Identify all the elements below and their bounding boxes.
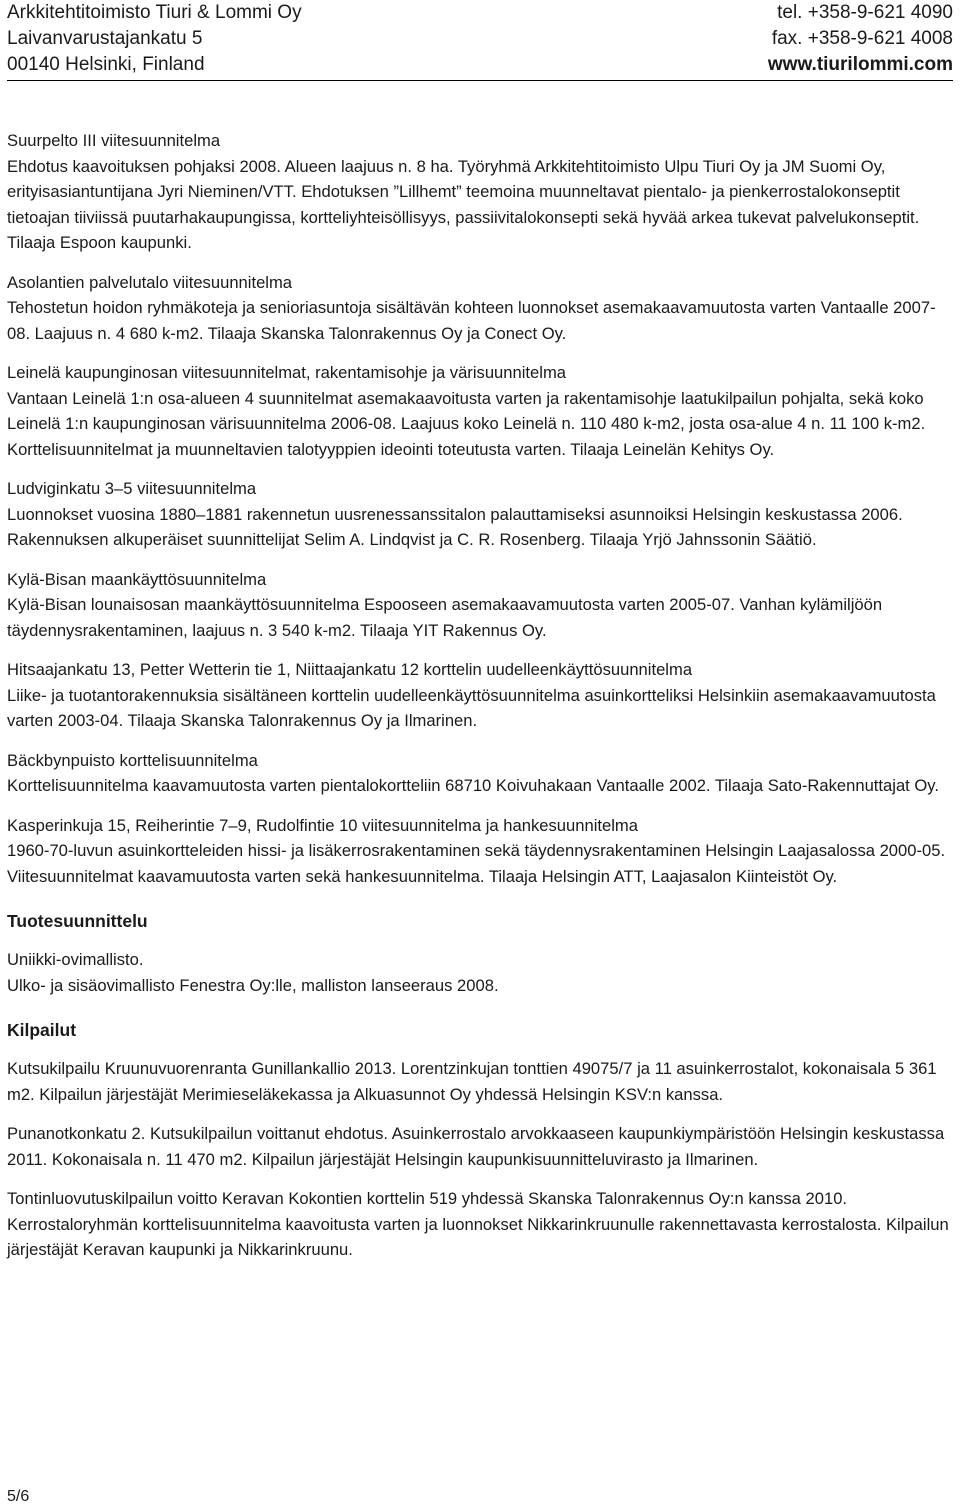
project-entry bbox=[7, 748, 953, 799]
city-address: 00140 Helsinki, Finland bbox=[7, 54, 205, 75]
project-entry bbox=[7, 270, 953, 347]
website: www.tiurilommi.com bbox=[767, 54, 953, 75]
fax: fax. +358-9-621 4008 bbox=[771, 28, 953, 49]
project-title: Kasperinkuja 15, Reiherintie 7–9, Rudolfintie 10 viitesuunnitelma ja hankesuunnitelma bbox=[7, 815, 638, 835]
project-description: Kylä-Bisan lounaisosan maankäyttösuunnitelma Espooseen asemakaavamuutosta varten 2005-07. Vanhan kylämiljöön täydennysrakentaminen, laajuus n. 3 540 k-m2. Tilaaja YIT Rakennus Oy. bbox=[7, 595, 883, 640]
project-entry bbox=[7, 567, 953, 644]
product-design-entry bbox=[7, 947, 953, 998]
section-heading-kilpailut: Kilpailut bbox=[7, 1020, 77, 1040]
project-description: Vantaan Leinelä 1:n osa-alueen 4 suunnitelmat asemakaavoitusta varten ja rakentamisohje laatukilpailun pohjalta, sekä koko Leinelä 1:n kaupunginosan värisuunnitelma 2006-08. Laajuus koko Leinelä n. 110 480 k-m2, josta osa-alue 4 n. 11 100 k-m2. Korttelisuunnitelmat ja muunneltavien talotyyppien ideointi toteutusta varten. Tilaaja Leinelän Kehitys Oy. bbox=[7, 388, 926, 459]
project-description: 1960-70-luvun asuinkortteleiden hissi- ja lisäkerrosrakentaminen sekä täydennysrakentaminen Helsingin Laajasalossa 2000-05. Viitesuunnitelmat kaavamuutosta varten sekä hankesuunnitelma. Tilaaja Helsingin ATT, Laajasalon Kiinteistöt Oy. bbox=[7, 841, 946, 886]
project-entry bbox=[7, 476, 953, 553]
contact-block bbox=[768, 0, 953, 78]
header-divider bbox=[7, 80, 953, 81]
document-body bbox=[7, 128, 953, 1277]
project-description: Ehdotus kaavoituksen pohjaksi 2008. Alueen laajuus n. 8 ha. Työryhmä Arkkitehtitoimisto Ulpu Tiuri Oy ja JM Suomi Oy, erityisasiantuntijana Jyri Nieminen/VTT. Ehdotuksen ”Lillhemt” teemoina muunneltavat pientalo- ja pienkerrostalokonseptit tietoajan tiiviissä puutarhakaupungissa, kortteliyhteisöllisyys, passiivitalokonsepti sekä hyvää arkea tukevat palvelukonseptit. Tilaaja Espoon kaupunki. bbox=[7, 156, 920, 252]
street-address: Laivanvarustajankatu 5 bbox=[7, 28, 203, 49]
project-title: Asolantien palvelutalo viitesuunnitelma bbox=[7, 272, 293, 292]
project-description: Tehostetun hoidon ryhmäkoteja ja senioriasuntoja sisältävän kohteen luonnokset asemakaavamuutosta varten Vantaalle 2007-08. Laajuus n. 4 680 k-m2. Tilaaja Skanska Talonrakennus Oy ja Conect Oy. bbox=[7, 298, 936, 343]
project-title: Ludviginkatu 3–5 viitesuunnitelma bbox=[7, 479, 257, 498]
project-title: Suurpelto III viitesuunnitelma bbox=[7, 131, 221, 150]
project-title: Hitsaajankatu 13, Petter Wetterin tie 1, Niittaajankatu 12 korttelin uudelleenkäyttösuunnitelma bbox=[7, 660, 693, 679]
section-heading-tuotesuunnittelu: Tuotesuunnittelu bbox=[7, 911, 148, 931]
project-entry bbox=[7, 128, 953, 256]
telephone: tel. +358-9-621 4090 bbox=[777, 2, 953, 23]
project-description: Korttelisuunnitelma kaavamuutosta varten pientalokortteliin 68710 Koivuhakaan Vantaalle 2002. Tilaaja Sato-Rakennuttajat Oy. bbox=[7, 776, 939, 795]
competition-entry: Kutsukilpailu Kruunuvuorenranta Gunillankallio 2013. Lorentzinkujan tonttien 49075/7 ja 11 asuinkerrostalot, kokonaisala 5 361 m2. Kilpailun järjestäjät Merimieseläkekassa ja Alkuasunnot Oy yhdessä Helsingin KSV:n kanssa. bbox=[7, 1059, 937, 1104]
project-title: Kylä-Bisan maankäyttösuunnitelma bbox=[7, 569, 267, 589]
competition-entry: Punanotkonkatu 2. Kutsukilpailun voittanut ehdotus. Asuinkerrostalo arvokkaaseen kaupunkiympäristöön Helsingin keskustassa 2011. Kokonaisala n. 11 470 m2. Kilpailun järjestäjät Helsingin kaupunkisuunnitteluvirasto ja Ilmarinen. bbox=[7, 1124, 945, 1169]
product-line: Uniikki-ovimallisto. bbox=[7, 950, 144, 969]
document-page bbox=[7, 0, 953, 1512]
project-title: Bäckbynpuisto korttelisuunnitelma bbox=[7, 750, 258, 770]
company-name: Arkkitehtitoimisto Tiuri & Lommi Oy bbox=[7, 2, 302, 23]
project-description: Luonnokset vuosina 1880–1881 rakennetun uusrenessanssitalon palauttamiseksi asunnoiksi Helsingin keskustassa 2006. Rakennuksen alkuperäiset suunnittelijat Selim A. Lindqvist ja C. R. Rosenberg. Tilaaja Yrjö Jahnssonin Säätiö. bbox=[7, 504, 903, 549]
project-entry bbox=[7, 813, 953, 890]
letterhead bbox=[7, 0, 953, 80]
project-entry bbox=[7, 657, 953, 734]
competition-entry: Tontinluovutuskilpailun voitto Keravan Kokontien korttelin 519 yhdessä Skanska Talonrakennus Oy:n kanssa 2010. Kerrostaloryhmän korttelisuunnitelma kaavoitusta varten ja luonnokset Nikkarinkruunulle rakennettavasta kerrostalosta. Kilpailun järjestäjät Keravan kaupunki ja Nikkarinkruunu. bbox=[7, 1189, 949, 1259]
project-description: Liike- ja tuotantorakennuksia sisältäneen korttelin uudelleenkäyttösuunnitelma asuinkortteliksi Helsinkiin asemakaavamuutosta varten 2003-04. Tilaaja Skanska Talonrakennus Oy ja Ilmarinen. bbox=[7, 685, 936, 730]
project-entry bbox=[7, 360, 953, 462]
page-number: 5/6 bbox=[7, 1488, 30, 1505]
project-title: Leinelä kaupunginosan viitesuunnitelmat, rakentamisohje ja värisuunnitelma bbox=[7, 363, 566, 382]
product-line: Ulko- ja sisäovimallisto Fenestra Oy:lle, malliston lanseeraus 2008. bbox=[7, 975, 499, 995]
address-block bbox=[7, 0, 302, 78]
